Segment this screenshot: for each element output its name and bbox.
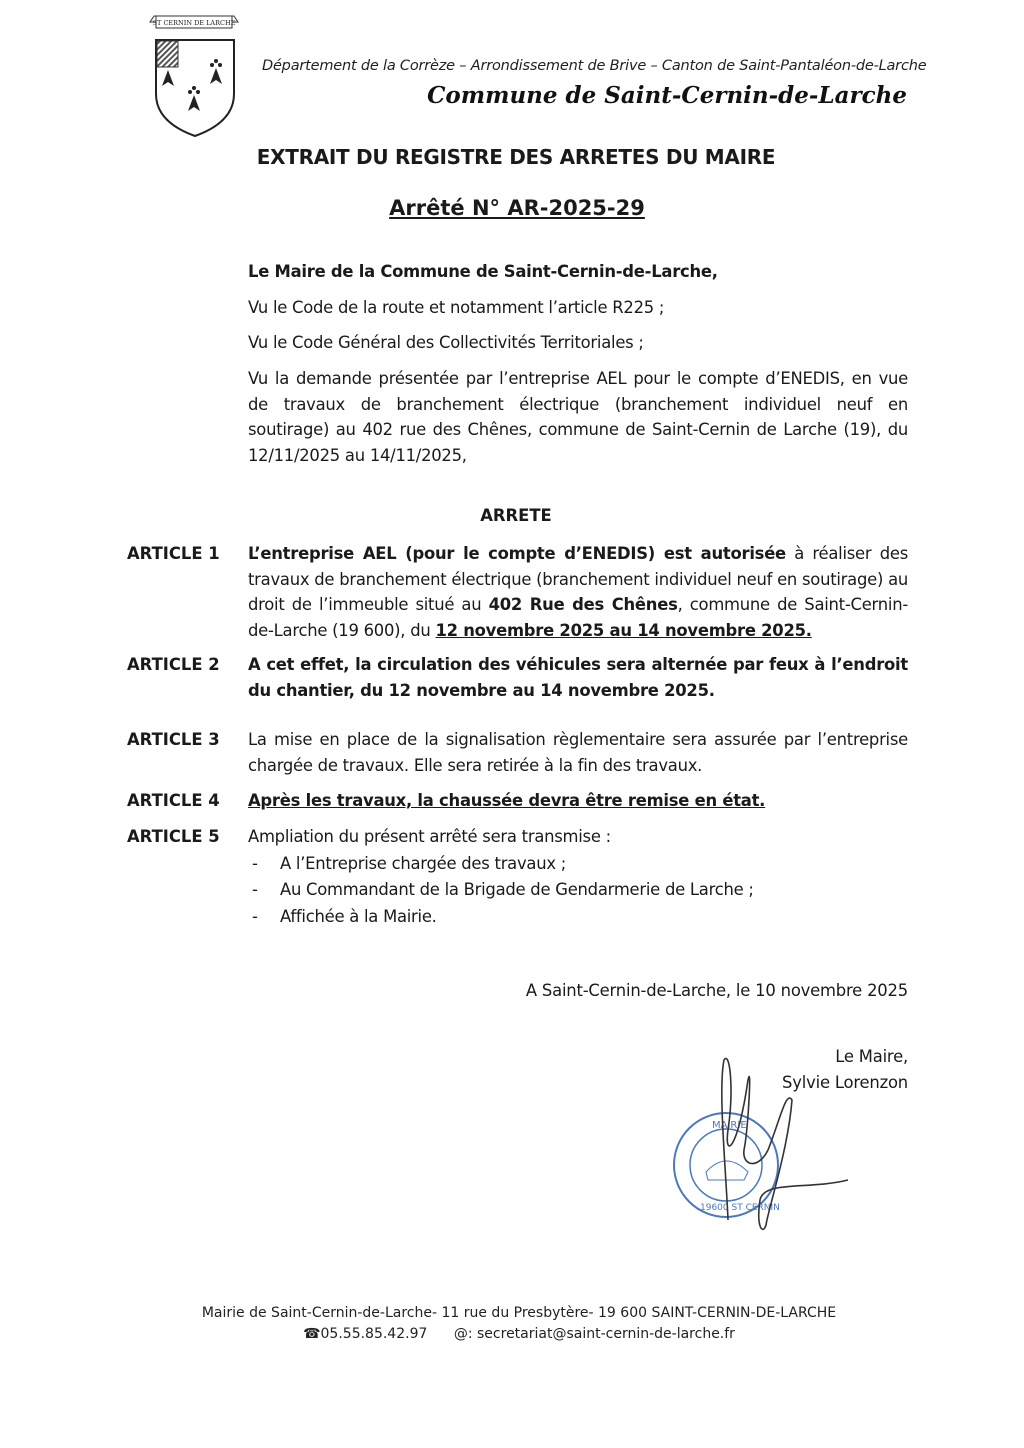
telephone-icon: ☎ xyxy=(303,1326,321,1342)
preamble-vu-1: Vu le Code de la route et notamment l’article R225 ; xyxy=(248,298,665,317)
svg-text:MAIRIE: MAIRIE xyxy=(712,1120,747,1131)
recipient-item: - A l’Entreprise chargée des travaux ; xyxy=(248,851,908,878)
preamble-vu-3: Vu la demande présentée par l’entreprise AEL pour le compte d’ENEDIS, en vue de travaux de branchement électrique (branchement individuel neuf en soutirage) au 402 rue des Chênes, commune de Saint-Cernin de Larche (19), du 12/11/2025 au 14/11/2025, xyxy=(248,369,908,465)
mairie-stamp-and-signature xyxy=(668,1050,858,1235)
article-2-label: ARTICLE 2 xyxy=(127,655,220,674)
commune-name: Commune de Saint-Cernin-de-Larche xyxy=(427,82,907,109)
article-1-label: ARTICLE 1 xyxy=(127,544,220,563)
signatory-title: Le Maire, xyxy=(835,1047,908,1066)
article-1-seg-0: L’entreprise AEL (pour le compte d’ENEDIS) est autorisée xyxy=(248,544,786,563)
place-date: A Saint-Cernin-de-Larche, le 10 novembre 2025 xyxy=(525,981,908,1000)
arrete-heading: ARRETE xyxy=(480,506,552,525)
signatory-name: Sylvie Lorenzon xyxy=(782,1073,908,1092)
article-1-seg-4: 12 novembre 2025 au 14 novembre 2025. xyxy=(435,620,812,640)
svg-text:ST CERNIN DE LARCHE: ST CERNIN DE LARCHE xyxy=(152,19,236,27)
footer-contact xyxy=(0,1324,1024,1345)
arrete-number: Arrêté N° AR-2025-29 xyxy=(389,196,645,220)
article-5-body xyxy=(248,824,908,930)
article-2-body: A cet effet, la circulation des véhicules sera alternée par feux à l’endroit du chantier, du 12 novembre au 14 novembre 2025. xyxy=(248,655,908,700)
document-title-text: EXTRAIT DU REGISTRE DES ARRETES DU MAIRE xyxy=(256,145,776,169)
article-1-body xyxy=(248,541,908,643)
article-1-seg-1: à réaliser des travaux de branchement électrique (branchement individuel neuf en soutirage) au droit de l’immeuble situé au xyxy=(248,544,908,614)
recipient-item: - Au Commandant de la Brigade de Gendarmerie de Larche ; xyxy=(248,877,908,904)
department-line: Département de la Corrèze – Arrondissement de Brive – Canton de Saint-Pantaléon-de-Larche xyxy=(262,58,927,74)
article-5-label: ARTICLE 5 xyxy=(127,827,220,846)
article-5-text: Ampliation du présent arrêté sera transmise : xyxy=(248,827,611,846)
commune-crest-logo xyxy=(146,14,242,138)
svg-text:19600 ST CERNIN: 19600 ST CERNIN xyxy=(700,1203,780,1213)
article-4-label: ARTICLE 4 xyxy=(127,791,220,810)
footer-email[interactable]: secretariat@saint-cernin-de-larche.fr xyxy=(477,1326,735,1342)
recipient-item: - Affichée à la Mairie. xyxy=(248,904,908,931)
article-4-body: Après les travaux, la chaussée devra être remise en état. xyxy=(248,791,766,810)
email-label: @: xyxy=(453,1326,473,1342)
footer-address: Mairie de Saint-Cernin-de-Larche- 11 rue du Presbytère- 19 600 SAINT-CERNIN-DE-LARCHE xyxy=(201,1305,837,1321)
footer-phone: 05.55.85.42.97 xyxy=(320,1326,428,1342)
document-title xyxy=(0,145,1024,169)
article-1-seg-2: 402 Rue des Chênes xyxy=(488,595,678,614)
preamble-vu-2: Vu le Code Général des Collectivités Territoriales ; xyxy=(248,333,644,352)
article-1-seg-3: , commune de Saint-Cernin-de-Larche (19 600), du xyxy=(248,595,908,640)
recipient-list xyxy=(248,851,908,931)
article-3-body: La mise en place de la signalisation règlementaire sera assurée par l’entreprise chargée de travaux. Elle sera retirée à la fin des travaux. xyxy=(248,730,908,775)
preamble-intro: Le Maire de la Commune de Saint-Cernin-de-Larche, xyxy=(248,262,718,281)
article-3-label: ARTICLE 3 xyxy=(127,730,220,749)
